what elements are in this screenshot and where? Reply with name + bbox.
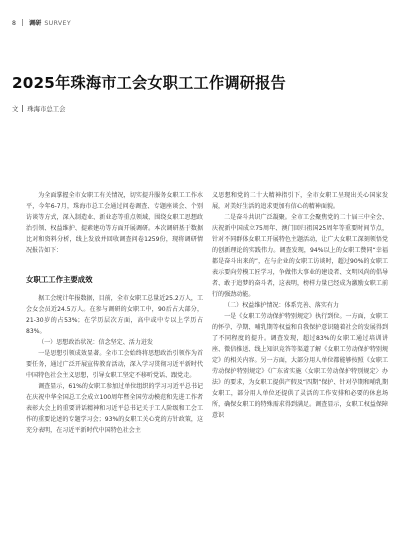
byline-author: 珠海市总工会	[27, 105, 66, 113]
page-header	[12, 18, 71, 28]
byline	[12, 104, 66, 113]
section-heading: 女职工工作主要成效	[26, 275, 93, 284]
spacer	[26, 256, 203, 265]
body-paragraph: 义思想和党的二十大精神指引下，全市女职工呈现出关心国家发展，对美好生活的追求更加有信心的精神面貌。	[212, 192, 388, 210]
body-paragraph: 调查显示，61%的女职工参加过单位组织的学习习近平总书记在庆祝中华全国总工会成立100周年暨全国劳动模范和先进工作者表彰大会上的重要讲话精神和习近平总书记关于工人阶级和工会工作的重要论述的专题学习会；93%的女职工关心党的方针政策，这充分表明，在习近平新时代中国特色社会主	[26, 383, 203, 434]
article-title: 2025年珠海市工会女职工工作调研报告	[12, 74, 286, 92]
body-paragraph: 二是奋斗共识广泛凝聚。全市工会聚焦党的二十届三中全会、庆祝新中国成立75周年、澳门回归祖国25周年等重要时间节点，针对不同群体女职工开展特色主题活动，让广大女职工深刻领悟党的创新理论的实践伟力。调查发现，94%以上的女职工赞同“幸福都是奋斗出来的”，在与企业的女职工访谈时，超过90%的女职工表示要向劳模工匠学习，争做伟大事业的建设者、文明风尚的倡导者、敢于追梦的奋斗者，这表明，榜样力量已经成为激励女职工前行的强劲动能。	[212, 214, 388, 298]
header-divider	[22, 19, 23, 26]
body-paragraph: 一是《女职工劳动保护特别规定》执行到位。一方面，女职工的怀孕、孕期、哺乳期等权益和自我保护意识随着社会的发展得到了不同程度的提升。调查发现，超过83%的女职工通过培训讲座、微信推送、线上知识竞答等渠道了解《女职工劳动保护特别规定》的相关内容。另一方面，大部分用人单位都能够按照《女职工劳动保护特别规定》《广东省实施〈女职工劳动保护特别规定〉办法》的要求，为女职工提供产假及“四期”保护、针对孕期和哺乳期女职工，部分用人单位还提供了灵活的工作安排和必要的休息场所，确保女职工的特殊需求得到满足。调查显示，女职工权益保障意识	[212, 313, 388, 419]
page-number: 8	[12, 20, 16, 27]
section-label: 调研	[28, 20, 42, 27]
body-paragraph: 据工会统计年报数据，目前，全市女职工总量近25.2万人，工会女会员近24.5万人。在参与调研的女职工中，90后占大部分，21-30岁的占53%；在学历层次方面，高中或中专以上学历占83%。	[26, 295, 203, 335]
byline-divider	[22, 105, 23, 112]
byline-prefix: 文	[12, 105, 19, 113]
subsection-heading: （一）思想政治状况：信念坚定、活力迸发	[38, 339, 153, 346]
right-column	[212, 190, 388, 421]
intro-paragraph: 为全面掌握全市女职工有关情况，切实提升服务女职工工作水平，今年6-7月，珠海市总工会通过问卷调查、专题座谈会、个别访谈等方式，深入制造业、新业态等重点领域，围绕女职工思想政治引领、权益维护、提素建功等方面开展调研。本次调研基于数据比对和资料分析，线上发放并回收调查问卷1259份，现将调研情况报告如下：	[26, 192, 203, 254]
body-paragraph: 一是思想引领成效显著。全市工会始终将思想政治引领作为首要任务，通过广泛开展宣传教育活动，深入学习贯彻习近平新时代中国特色社会主义思想，引导女职工坚定不移听党话、跟党走。	[26, 350, 203, 379]
subsection-heading: （二）权益维护情况：体系完善、落实有力	[224, 302, 339, 309]
left-column	[26, 190, 203, 436]
section-label-en: SURVEY	[44, 20, 72, 27]
